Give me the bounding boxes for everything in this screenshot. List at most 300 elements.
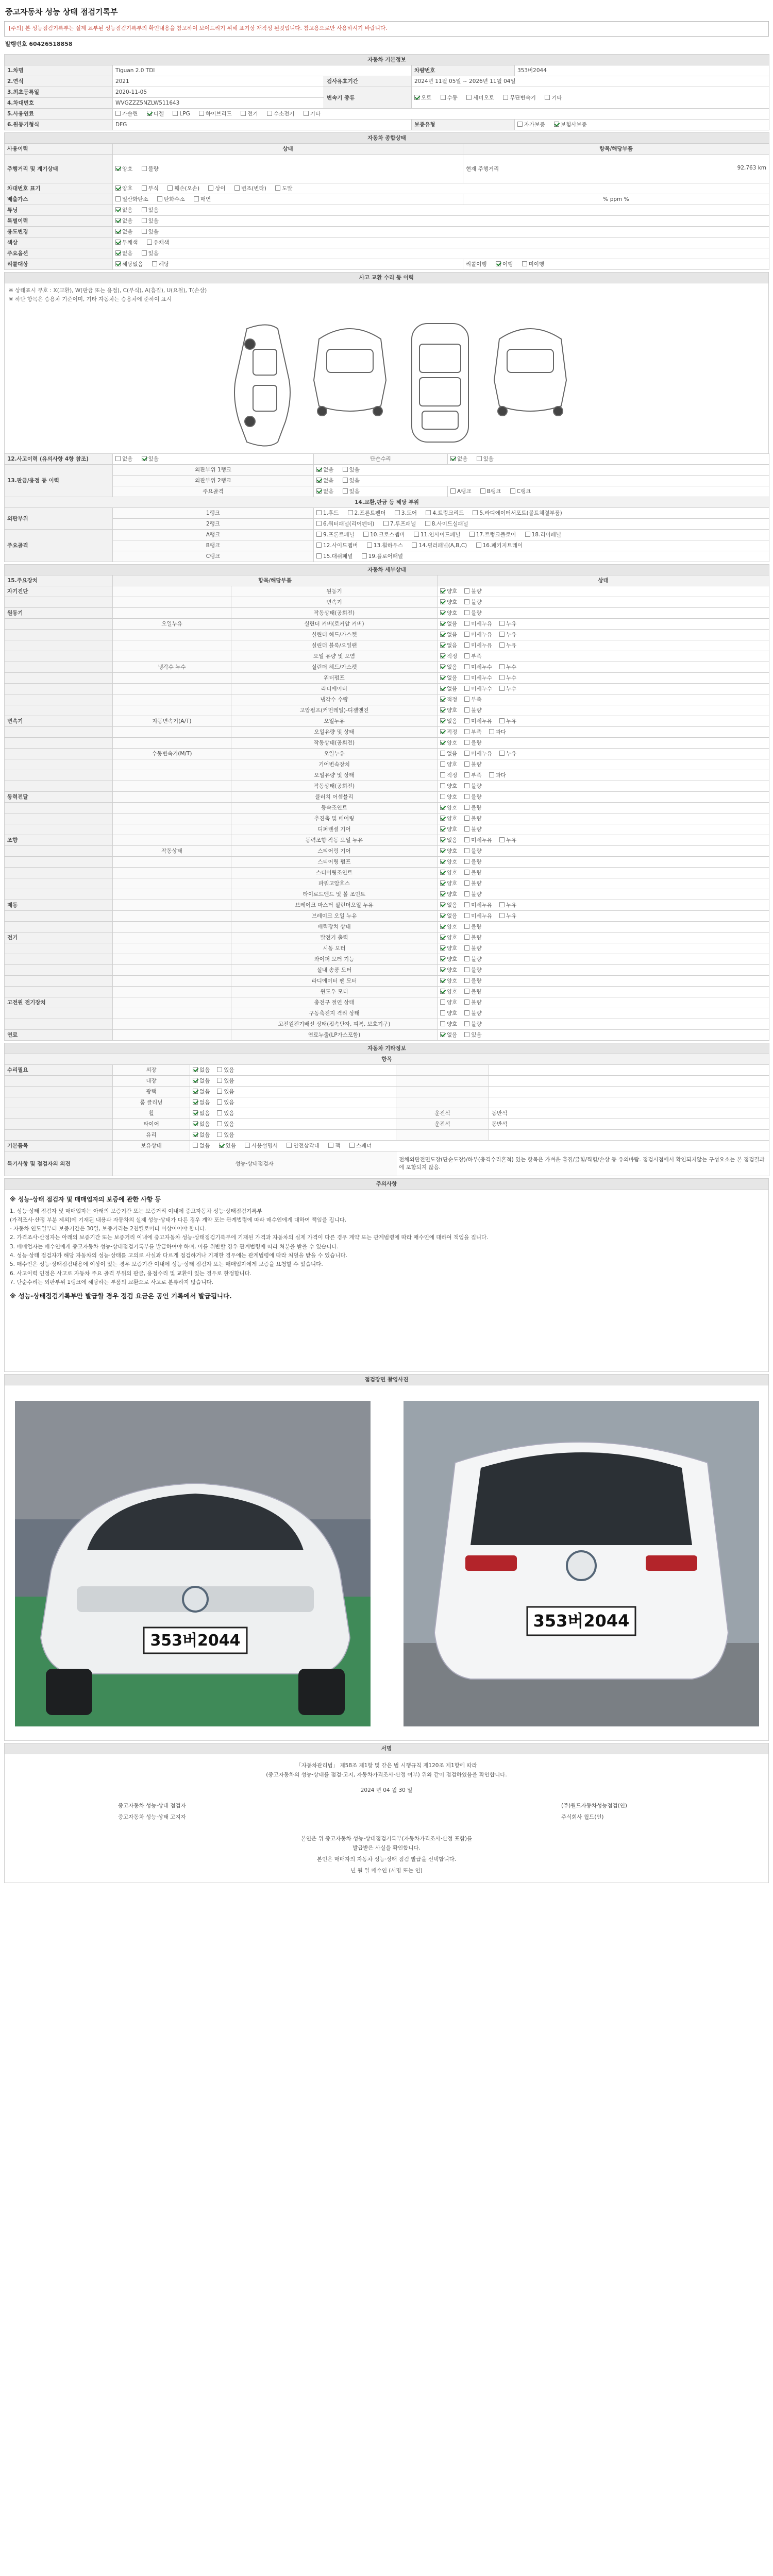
others-options <box>190 1086 396 1097</box>
detail-item: 와이퍼 모터 기능 <box>231 954 438 964</box>
detail-group <box>5 640 113 651</box>
detail-row <box>5 845 769 856</box>
detail-group <box>5 954 113 964</box>
detail-group <box>5 845 113 856</box>
checkbox-icon <box>464 783 469 788</box>
detail-subgroup <box>113 1008 231 1019</box>
detail-row <box>5 791 769 802</box>
checkbox-icon <box>499 718 505 723</box>
others-extra-value <box>489 1075 769 1086</box>
seller-value: 주식회사 월드(인) <box>561 1814 604 1820</box>
others-row <box>5 1086 769 1097</box>
checkbox-icon <box>440 1032 445 1037</box>
checkbox-icon <box>440 729 445 734</box>
checkbox-icon <box>234 185 240 191</box>
notes-section-title: 주의사항 <box>5 1178 769 1189</box>
checkbox-icon <box>142 207 147 212</box>
detail-row <box>5 618 769 629</box>
checkbox-icon <box>193 1110 198 1115</box>
detail-subgroup <box>113 651 231 662</box>
checkbox-icon <box>440 826 445 832</box>
option-label: 미세누수 <box>471 664 492 671</box>
checkbox-icon <box>316 532 322 537</box>
checkbox-icon <box>241 111 246 116</box>
inspection-validity-value: 2024년 11월 05일 ~ 2026년 11월 04일 <box>412 76 769 87</box>
inspector-value: (주)월드자동차성능점검(인) <box>561 1802 627 1809</box>
checkbox-icon <box>193 1143 198 1148</box>
checkbox-icon <box>464 772 469 777</box>
detail-group <box>5 878 113 889</box>
checkbox-icon <box>440 848 445 853</box>
checkbox-icon <box>328 1143 333 1148</box>
checkbox-icon <box>440 751 445 756</box>
general-col-note: 항목/해당부품 <box>463 143 769 154</box>
detail-row <box>5 672 769 683</box>
checkbox-icon <box>469 532 475 537</box>
inspector-label: 중고자동차 성능·상태 점검자 <box>118 1802 186 1809</box>
option-label: 누유 <box>506 837 517 844</box>
option-label: 없음 <box>447 718 458 725</box>
checkbox-icon <box>464 599 469 604</box>
others-options <box>190 1129 396 1140</box>
option-label: 양호 <box>447 967 458 974</box>
checkbox-icon <box>147 240 152 245</box>
detail-item: 파워고압호스 <box>231 878 438 889</box>
detail-row <box>5 954 769 964</box>
option-label: 누유 <box>506 751 517 757</box>
checkbox-icon <box>440 945 445 951</box>
detail-group: 동력전달 <box>5 791 113 802</box>
detail-state <box>438 607 769 618</box>
option-label: 불량 <box>471 848 482 855</box>
others-item: 룸 클리닝 <box>113 1097 190 1108</box>
checkbox-icon <box>464 610 469 615</box>
detail-row <box>5 1008 769 1019</box>
detail-subgroup: 오일누유 <box>113 618 231 629</box>
notes-header <box>4 1178 769 1190</box>
option-label: 불량 <box>471 967 482 974</box>
checkbox-icon <box>367 543 372 548</box>
detail-col-state: 상태 <box>438 575 769 586</box>
checkbox-icon <box>464 805 469 810</box>
checkbox-icon <box>440 632 445 637</box>
detail-item: 변속기 <box>231 597 438 607</box>
checkbox-icon <box>440 913 445 918</box>
checkbox-icon <box>464 848 469 853</box>
detail-row <box>5 629 769 640</box>
general-col-item: 사용이력 <box>5 143 113 154</box>
checkbox-icon <box>440 1010 445 1015</box>
checkbox-icon <box>173 111 178 116</box>
checkbox-icon <box>464 1032 469 1037</box>
detail-group <box>5 889 113 900</box>
checkbox-icon <box>425 521 430 526</box>
others-extra-label: 운전석 <box>396 1118 489 1129</box>
detail-item: 클러치 어셈블리 <box>231 791 438 802</box>
car-diagram <box>4 283 769 453</box>
detail-item: 연료누출(LP가스포함) <box>231 1029 438 1040</box>
checkbox-icon <box>440 761 445 767</box>
detail-state <box>438 889 769 900</box>
detail-group <box>5 921 113 932</box>
checkbox-icon <box>115 456 121 461</box>
checkbox-icon <box>499 751 505 756</box>
checkbox-icon <box>383 521 389 526</box>
checkbox-icon <box>115 240 121 245</box>
detail-item: 스티어링 기어 <box>231 845 438 856</box>
others-rows <box>5 1064 769 1140</box>
others-group <box>5 1075 113 1086</box>
checkbox-icon <box>142 229 147 234</box>
option-label: 불량 <box>471 859 482 866</box>
detail-subgroup <box>113 781 231 791</box>
rear-plate-text: 353버2044 <box>533 1611 630 1631</box>
detail-row <box>5 921 769 932</box>
detail-subgroup <box>113 597 231 607</box>
option-label: 양호 <box>447 805 458 811</box>
checkbox-icon <box>489 772 494 777</box>
detail-group <box>5 781 113 791</box>
detail-item: 고압펌프(커먼레일)-디젤엔진 <box>231 705 438 716</box>
status-legend: ※ 상태표시 부호 : X(교환), W(판금 또는 용접), C(부식), A(흠집), U(요철), T(손상) <box>9 287 207 294</box>
checkbox-icon <box>441 95 446 100</box>
detail-row <box>5 662 769 672</box>
option-label: 불량 <box>471 956 482 963</box>
car-rear-photo-icon <box>404 1401 759 1726</box>
checkbox-icon <box>348 510 353 515</box>
detail-subgroup <box>113 954 231 964</box>
special-history-label: 특별이력 <box>5 215 113 226</box>
detail-group: 전기 <box>5 932 113 943</box>
others-row <box>5 1108 769 1118</box>
detail-item: 실린더 커버(로커암 커버) <box>231 618 438 629</box>
checkbox-icon <box>142 185 147 191</box>
car-outline-diagram <box>5 308 769 452</box>
checkbox-icon <box>440 718 445 723</box>
detail-subgroup <box>113 975 231 986</box>
detail-state <box>438 726 769 737</box>
checkbox-icon <box>464 653 469 658</box>
checkbox-icon <box>464 718 469 723</box>
checkbox-icon <box>316 521 322 526</box>
option-label: 양호 <box>447 859 458 866</box>
checkbox-icon <box>499 913 505 918</box>
detail-subgroup <box>113 943 231 954</box>
checkbox-icon <box>440 870 445 875</box>
detail-group <box>5 856 113 867</box>
option-label: 없음 <box>447 686 458 692</box>
detail-row <box>5 1019 769 1029</box>
frame-parts-label: 주요골격 <box>5 529 113 562</box>
detail-state <box>438 662 769 672</box>
checkbox-icon <box>464 740 469 745</box>
detail-item: 오일유량 및 상태 <box>231 726 438 737</box>
warranty-options: 자가보증 보험사보증 <box>515 119 769 130</box>
opinion-text: 전체외판전면도장(단순도장)/하부(충격수리흔적) 있는 항목은 가벼운 흠집/긁힘/찍힘/손상 등 유의바람. 점검시점에서 확인되지않는 구성요소는 본 점검결과에 포함되지 않음. <box>396 1151 769 1176</box>
detail-row <box>5 900 769 910</box>
checkbox-icon <box>115 261 121 266</box>
others-item: 광택 <box>113 1086 190 1097</box>
option-label: 불량 <box>471 599 482 606</box>
checkbox-icon <box>464 902 469 907</box>
detail-item: 라디에이터 팬 모터 <box>231 975 438 986</box>
detail-item: 브레이크 오일 누유 <box>231 910 438 921</box>
checkbox-icon <box>464 729 469 734</box>
detail-state <box>438 910 769 921</box>
checkbox-icon <box>440 740 445 745</box>
detail-group <box>5 737 113 748</box>
detail-subgroup <box>113 835 231 845</box>
option-label: 없음 <box>447 837 458 844</box>
mileage-label: 주행거리 및 계기상태 <box>5 154 113 183</box>
checkbox-icon <box>217 1132 222 1137</box>
option-label: 양호 <box>447 848 458 855</box>
detail-group <box>5 651 113 662</box>
sign-line2: (중고자동차의 성능·상태를 점검·고지, 자동차가격조사·산정 여부) 위와 같이 점검하였음을 확인합니다. <box>266 1771 507 1778</box>
detail-row <box>5 781 769 791</box>
detail-item: 라디에이터 <box>231 683 438 694</box>
checkbox-icon <box>440 837 445 842</box>
detail-item: 오일유량 및 상태 <box>231 770 438 781</box>
checkbox-icon <box>115 185 121 191</box>
detail-subgroup <box>113 694 231 705</box>
option-label: 적정 <box>447 729 458 736</box>
checkbox-icon <box>316 467 322 472</box>
option-label: 없음 <box>447 621 458 628</box>
checkbox-icon <box>414 532 419 537</box>
detail-subgroup <box>113 900 231 910</box>
receiver-date-fields: 년 월 일 매수인 (서명 또는 인) <box>350 1867 423 1874</box>
checkbox-icon <box>193 1078 198 1083</box>
checkbox-icon <box>194 196 199 201</box>
option-label: 불량 <box>471 880 482 887</box>
checkbox-icon <box>464 675 469 680</box>
notes-line: - 자동차 인도일부터 보증기간은 30일, 보증거리는 2천킬로미터 이상이어야 합니다. <box>10 1226 207 1232</box>
detail-group <box>5 662 113 672</box>
detail-row <box>5 889 769 900</box>
detail-state <box>438 683 769 694</box>
outer-rank1-label: 외판부위 1랭크 <box>113 464 314 475</box>
option-label: 누유 <box>506 632 517 638</box>
front-plate-text: 353버2044 <box>150 1631 241 1650</box>
option-label: 양호 <box>447 870 458 876</box>
checkbox-icon <box>499 837 505 842</box>
checkbox-icon <box>287 1143 292 1148</box>
detail-item: 구동축전지 격리 상태 <box>231 1008 438 1019</box>
checkbox-icon <box>464 761 469 767</box>
detail-subgroup <box>113 770 231 781</box>
option-label: 있음 <box>471 1032 482 1039</box>
basic-items-status-label: 보유상태 <box>113 1140 190 1151</box>
emission-label: 배출가스 <box>5 194 113 205</box>
accident-section-header <box>4 272 769 283</box>
option-label: 있음 <box>224 1121 234 1128</box>
checkbox-icon <box>503 95 508 100</box>
detail-item: 발전기 출력 <box>231 932 438 943</box>
detail-group <box>5 694 113 705</box>
detail-row <box>5 1029 769 1040</box>
detail-state <box>438 921 769 932</box>
option-label: 양호 <box>447 880 458 887</box>
option-label: 과다 <box>495 729 506 736</box>
option-label: 불량 <box>471 740 482 747</box>
checkbox-icon <box>522 261 527 266</box>
usage-change-label: 용도변경 <box>5 226 113 237</box>
option-label: 불량 <box>471 978 482 985</box>
detail-item: 실린더 블록/오일팬 <box>231 640 438 651</box>
checkbox-icon <box>219 1143 224 1148</box>
notice-text: [주의] 본 성능점검기록부는 실제 교부된 성능점검기록부의 확인내용을 참고하여 보여드리기 위해 표기상 재작성 된것입니다. 참고용으로만 사용하시기 바랍니다. <box>9 25 388 31</box>
notes-line: 4. 성능·상태 점검자가 해당 자동차의 성능·상태를 고의로 사실과 다르게 점검하거나 기재한 경우에는 관계법령에 따라 처벌을 받을 수 있습니다. <box>10 1252 347 1259</box>
detail-item: 작동상태(공회전) <box>231 781 438 791</box>
option-label: 누수 <box>506 664 517 671</box>
fuel-options: 가솔린 디젤 LPG 하이브리드 전기 수소전기 기타 <box>113 108 769 119</box>
checkbox-icon <box>440 967 445 972</box>
detail-subgroup <box>113 791 231 802</box>
detail-group <box>5 813 113 824</box>
checkbox-icon <box>464 816 469 821</box>
inspection-photos <box>4 1385 769 1741</box>
others-extra-label <box>396 1075 489 1086</box>
detail-subgroup <box>113 737 231 748</box>
option-label: 누수 <box>506 686 517 692</box>
detail-row <box>5 878 769 889</box>
option-label: 미세누유 <box>471 718 492 725</box>
detail-row <box>5 737 769 748</box>
checkbox-icon <box>464 751 469 756</box>
warranty-label: 보증유형 <box>412 119 515 130</box>
others-extra-label <box>396 1086 489 1097</box>
option-label: 누유 <box>506 642 517 649</box>
others-options <box>190 1064 396 1075</box>
checkbox-icon <box>440 999 445 1005</box>
detail-item: 충전구 절연 상태 <box>231 997 438 1008</box>
option-label: 양호 <box>447 978 458 985</box>
others-extra-value <box>489 1129 769 1140</box>
option-label: 없음 <box>447 642 458 649</box>
checkbox-icon <box>476 543 481 548</box>
checkbox-icon <box>115 196 121 201</box>
fuel-label: 5.사용연료 <box>5 108 113 119</box>
others-options <box>190 1108 396 1118</box>
checkbox-icon <box>343 488 348 494</box>
detail-group <box>5 802 113 813</box>
vin-value: WVGZZZ5NZLW511643 <box>113 97 324 108</box>
first-reg-label: 3.최초등록일 <box>5 87 113 97</box>
checkbox-icon <box>464 978 469 983</box>
detail-item: 실린더 헤드/가스켓 <box>231 629 438 640</box>
vin-label: 4.차대번호 <box>5 97 113 108</box>
detail-state <box>438 705 769 716</box>
accident-section-title: 사고 교환 수리 등 이력 <box>5 272 769 283</box>
checkbox-icon <box>464 632 469 637</box>
checkbox-icon <box>440 621 445 626</box>
option-label: 양호 <box>447 599 458 606</box>
detail-state <box>438 867 769 878</box>
detail-subgroup <box>113 1019 231 1029</box>
notes-body <box>4 1190 769 1372</box>
checkbox-icon <box>440 978 445 983</box>
transmission-options: 오토 수동 세미오토 무단변속기 기타 <box>412 87 769 108</box>
checkbox-icon <box>440 902 445 907</box>
checkbox-icon <box>440 935 445 940</box>
checkbox-icon <box>464 1010 469 1015</box>
detail-row <box>5 975 769 986</box>
general-status-table: 자동차 종합상태 사용이력 상태 항목/해당부품 주행거리 및 계기상태 양호 불량 현재 주행거리 92,763 km 차대번호 표기 양호 부식 훼손(오손) 상이 변조(변타) 도말 배출가스 일산화탄소 탄화수소 매연 % ppm % 튜닝 없음 있음 특별이력 없음 있음 용도변경 없음 있음 색상 무채색 유채색 주요옵션 없음 있음 리콜대상 해당없음 해당 리콜이행 이행 미이행 <box>4 132 769 270</box>
rear-photo <box>404 1401 759 1726</box>
detail-state <box>438 759 769 770</box>
status-legend-note: ※ 하단 항목은 승용차 기준이며, 기타 자동차는 승용차에 준하여 표시 <box>9 296 172 302</box>
others-row <box>5 1075 769 1086</box>
checkbox-icon <box>554 122 559 127</box>
detail-subgroup <box>113 932 231 943</box>
detail-row <box>5 748 769 759</box>
detail-subgroup: 수동변속기(M/T) <box>113 748 231 759</box>
detail-subgroup <box>113 889 231 900</box>
document-page <box>4 5 769 1883</box>
detail-item: 원동기 <box>231 586 438 597</box>
checkbox-icon <box>464 642 469 648</box>
detail-subgroup <box>113 910 231 921</box>
others-extra-value: 동반석 <box>489 1118 769 1129</box>
sign-header <box>4 1743 769 1754</box>
photos-section-title: 점검장면 촬영사진 <box>5 1374 769 1385</box>
detail-subgroup: 냉각수 누수 <box>113 662 231 672</box>
checkbox-icon <box>115 218 121 223</box>
transmission-label: 변속기 종류 <box>324 87 412 108</box>
detail-group <box>5 867 113 878</box>
checkbox-icon <box>115 250 121 256</box>
doc-no-label: 발행번호 <box>5 40 27 47</box>
detail-state <box>438 748 769 759</box>
detail-row <box>5 640 769 651</box>
other-info-table <box>4 1043 769 1176</box>
option-label: 있음 <box>224 1110 234 1117</box>
others-extra-value <box>489 1064 769 1075</box>
option-label: 양호 <box>447 945 458 952</box>
replacement-history-label: 13.판금/용접 등 이력 <box>5 464 113 497</box>
option-label: 미세누수 <box>471 675 492 682</box>
recall-label: 리콜대상 <box>5 259 113 269</box>
detail-row <box>5 651 769 662</box>
detail-subgroup <box>113 705 231 716</box>
detail-row <box>5 716 769 726</box>
general-col-state: 상태 <box>113 143 463 154</box>
detail-item: 오일누유 <box>231 716 438 726</box>
option-label: 없음 <box>199 1089 210 1095</box>
option-label: 없음 <box>447 632 458 638</box>
others-extra-label <box>396 1064 489 1075</box>
detail-item: 스티어링 펌프 <box>231 856 438 867</box>
checkbox-icon <box>440 772 445 777</box>
detail-state <box>438 932 769 943</box>
checkbox-icon <box>142 250 147 256</box>
plate-value: 353버2044 <box>515 65 769 76</box>
option-label: 불량 <box>471 935 482 941</box>
others-item: 유리 <box>113 1129 190 1140</box>
option-label: 불량 <box>471 588 482 595</box>
checkbox-icon <box>464 859 469 864</box>
detail-state <box>438 943 769 954</box>
option-label: 불량 <box>471 891 482 898</box>
checkbox-icon <box>304 111 309 116</box>
detail-state <box>438 878 769 889</box>
option-label: 양호 <box>447 783 458 790</box>
checkbox-icon <box>414 95 419 100</box>
detail-subgroup <box>113 683 231 694</box>
seller-label: 중고자동차 성능·상태 고지자 <box>118 1814 186 1820</box>
option-label: 없음 <box>199 1078 210 1084</box>
